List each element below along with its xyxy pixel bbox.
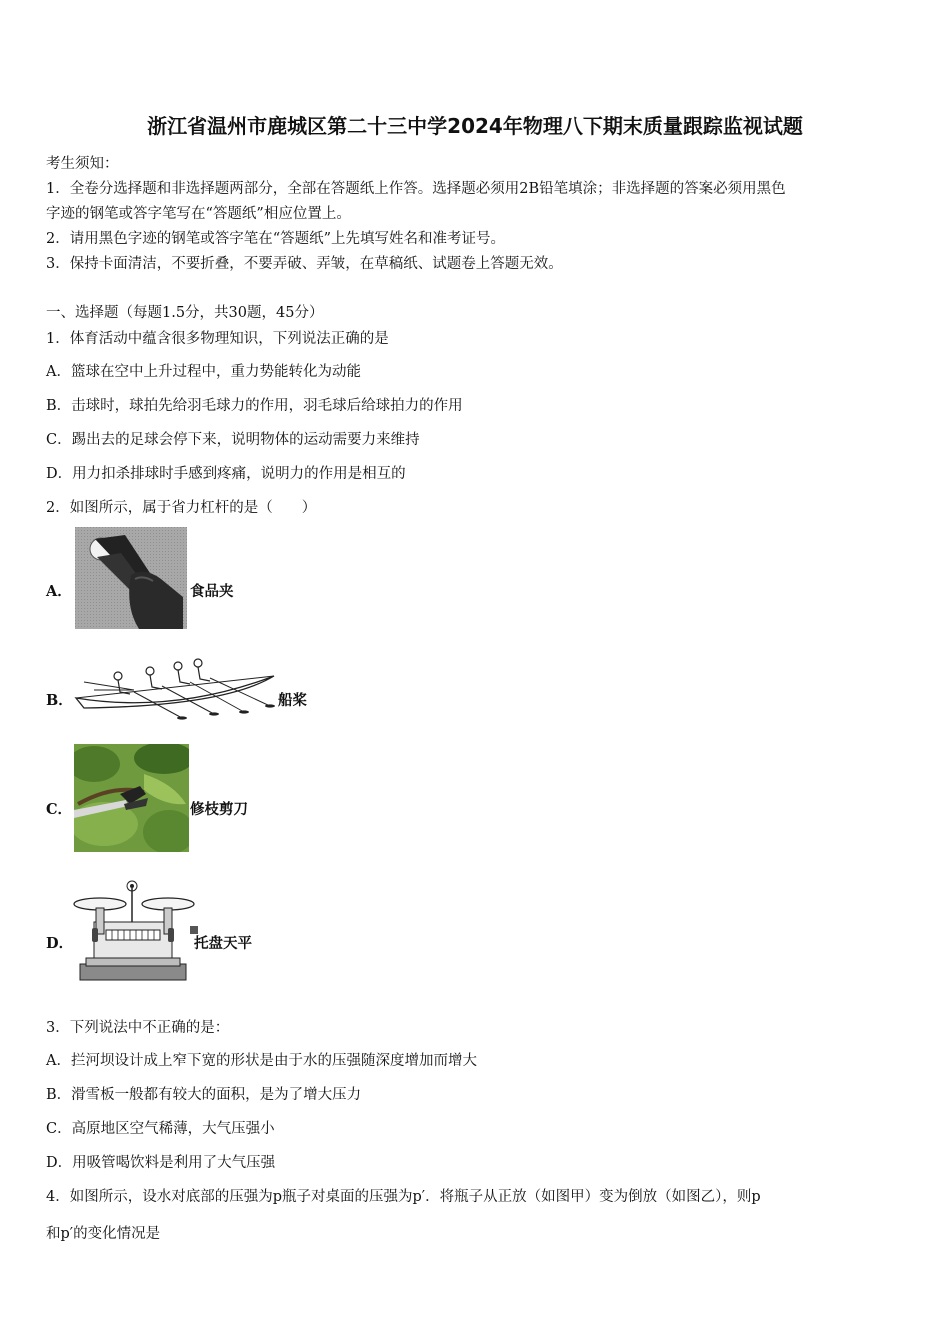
option-letter-b: B． <box>46 692 73 709</box>
question-3-option-c: C．高原地区空气稀薄，大气压强小 <box>46 1121 275 1137</box>
section-heading: 一、选择题（每题1.5分，共30题，45分） <box>46 305 324 321</box>
notice-line: 字迹的钢笔或答字笔写在“答题纸”相应位置上。 <box>46 206 351 222</box>
option-label-c: 修枝剪刀 <box>190 801 248 818</box>
notice-line: 2．请用黑色字迹的钢笔或答字笔在“答题纸”上先填写姓名和准考证号。 <box>46 231 506 247</box>
question-3-option-d: D．用吸管喝饮料是利用了大气压强 <box>46 1155 276 1171</box>
notice-heading: 考生须知： <box>46 156 119 172</box>
notice-line: 1．全卷分选择题和非选择题两部分，全部在答题纸上作答。选择题必须用2B铅笔填涂；非选择题的答案必须用黑色 <box>46 181 786 197</box>
option-letter-a: A． <box>46 583 72 600</box>
option-label-b: 船桨 <box>278 692 307 709</box>
notice-line: 3．保持卡面清洁，不要折叠，不要弄破、弄皱，在草稿纸、试题卷上答题无效。 <box>46 256 563 272</box>
question-1-option-a: A．篮球在空中上升过程中，重力势能转化为动能 <box>46 364 361 380</box>
food-tongs-icon <box>75 527 187 629</box>
option-letter-d: D． <box>46 935 74 952</box>
question-1-option-b: B．击球时，球拍先给羽毛球力的作用，羽毛球后给球拍力的作用 <box>46 398 463 414</box>
question-1-stem: 1．体育活动中蕴含很多物理知识，下列说法正确的是 <box>46 331 389 347</box>
question-2-stem: 2．如图所示，属于省力杠杆的是（ ） <box>46 500 317 516</box>
question-1-option-d: D．用力扣杀排球时手感到疼痛，说明力的作用是相互的 <box>46 466 406 482</box>
question-4-stem: 4．如图所示，设水对底部的压强为p瓶子对桌面的压强为p′．将瓶子从正放（如图甲）变为倒放（如图乙），则p <box>46 1189 761 1205</box>
question-4-stem-cont: 和p′的变化情况是 <box>46 1226 161 1242</box>
question-1-option-c: C．踢出去的足球会停下来，说明物体的运动需要力来维持 <box>46 432 420 448</box>
option-label-d: 托盘天平 <box>194 935 252 952</box>
balance-scale-icon <box>72 878 200 982</box>
document-title: 浙江省温州市鹿城区第二十三中学2024年物理八下期末质量跟踪监视试题 <box>147 114 803 138</box>
question-3-option-b: B．滑雪板一般都有较大的面积，是为了增大压力 <box>46 1087 362 1103</box>
option-label-a: 食品夹 <box>190 583 234 600</box>
pruning-shears-icon <box>74 744 189 852</box>
question-3-stem: 3．下列说法中不正确的是： <box>46 1020 230 1036</box>
question-3-option-a: A．拦河坝设计成上窄下宽的形状是由于水的压强随深度增加而增大 <box>46 1053 477 1069</box>
option-letter-c: C． <box>46 801 73 818</box>
rowing-boat-icon <box>74 656 280 720</box>
